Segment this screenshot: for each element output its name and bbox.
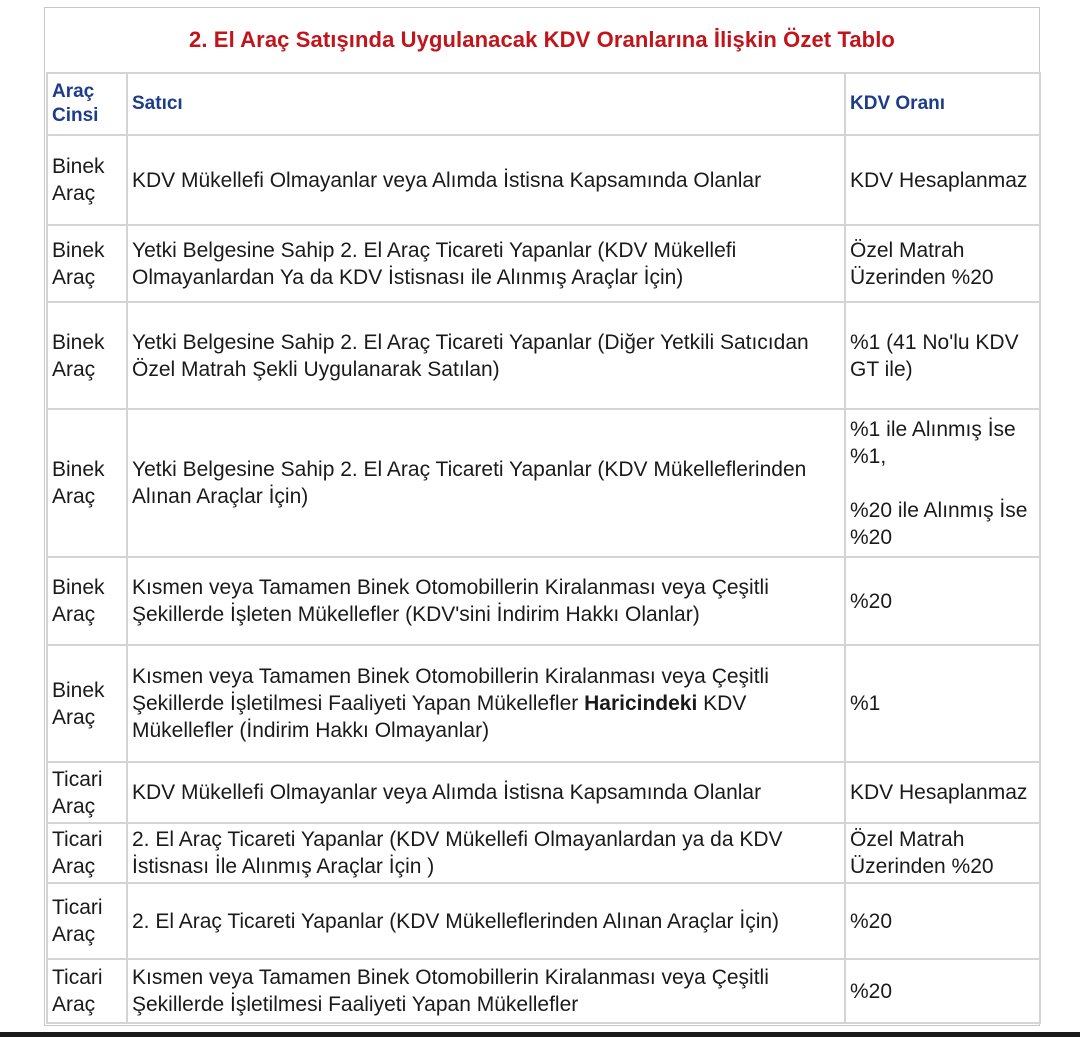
table-row [47, 645, 1040, 762]
seller-cell: Kısmen veya Tamamen Binek Otomobillerin Kiralanması veya Çeşitli Şekillerde İşletilmesi Faaliyeti Yapan Mükellefler [127, 959, 845, 1023]
table-row [47, 557, 1040, 645]
vehicle-type-cell: Binek Araç [47, 557, 127, 645]
table-row [47, 135, 1040, 225]
vehicle-type-cell: Ticari Araç [47, 762, 127, 823]
vat-rate-part-b: %20 ile Alınmış İse %20 [850, 498, 1028, 549]
vat-rate-cell: KDV Hesaplanmaz [845, 762, 1040, 823]
vat-rate-cell: KDV Hesaplanmaz [845, 135, 1040, 225]
header-vat-rate: KDV Oranı [845, 73, 1040, 135]
vat-rate-cell: %20 [845, 959, 1040, 1023]
vat-rate-cell: %20 [845, 557, 1040, 645]
vehicle-type-cell: Binek Araç [47, 135, 127, 225]
seller-cell: 2. El Araç Ticareti Yapanlar (KDV Mükellefi Olmayanlardan ya da KDV İstisnası İle Alınmış Araçlar İçin ) [127, 823, 845, 883]
vat-rate-cell: Özel Matrah Üzerinden %20 [845, 225, 1040, 302]
table-row [47, 409, 1040, 557]
bottom-border [0, 1032, 1080, 1037]
table-row [47, 302, 1040, 409]
vat-rate-cell: %1 (41 No'lu KDV GT ile) [845, 302, 1040, 409]
vehicle-type-cell: Ticari Araç [47, 883, 127, 959]
vehicle-type-cell: Ticari Araç [47, 959, 127, 1023]
vat-rate-cell [845, 409, 1040, 557]
vat-rate-cell: %20 [845, 883, 1040, 959]
table-row [47, 225, 1040, 302]
seller-cell: KDV Mükellefi Olmayanlar veya Alımda İstisna Kapsamında Olanlar [127, 762, 845, 823]
seller-cell: Yetki Belgesine Sahip 2. El Araç Ticareti Yapanlar (Diğer Yetkili Satıcıdan Özel Matrah Şekli Uygulanarak Satılan) [127, 302, 845, 409]
vehicle-type-cell: Binek Araç [47, 225, 127, 302]
seller-cell: KDV Mükellefi Olmayanlar veya Alımda İstisna Kapsamında Olanlar [127, 135, 845, 225]
table-title: 2. El Araç Satışında Uygulanacak KDV Oranlarına İlişkin Özet Tablo [189, 27, 895, 52]
table-row [47, 823, 1040, 883]
table-row [47, 762, 1040, 823]
vehicle-type-cell: Binek Araç [47, 409, 127, 557]
table-row [47, 883, 1040, 959]
seller-text: Kısmen veya Tamamen Binek Otomobillerin Kiralanması veya Çeşitli Şekillerde İşletilmesi Faaliyeti Yapan Mükellefler [132, 665, 769, 715]
header-seller: Satıcı [127, 73, 845, 135]
seller-cell: Yetki Belgesine Sahip 2. El Araç Ticareti Yapanlar (KDV Mükelleflerinden Alınan Araçlar İçin) [127, 409, 845, 557]
vat-rate-cell: Özel Matrah Üzerinden %20 [845, 823, 1040, 883]
vehicle-type-cell: Binek Araç [47, 302, 127, 409]
seller-cell: Yetki Belgesine Sahip 2. El Araç Ticareti Yapanlar (KDV Mükellefi Olmayanlardan Ya da KDV İstisnası ile Alınmış Araçlar İçin) [127, 225, 845, 302]
vat-rate-cell: %1 [845, 645, 1040, 762]
seller-text: KDV Mükellefler (İndirim Hakkı Olmayanlar) [132, 692, 747, 742]
vat-summary-table [46, 72, 1041, 1024]
seller-cell: 2. El Araç Ticareti Yapanlar (KDV Mükelleflerinden Alınan Araçlar İçin) [127, 883, 845, 959]
header-row [47, 73, 1040, 135]
vehicle-type-cell: Ticari Araç [47, 823, 127, 883]
header-vehicle-type: Araç Cinsi [47, 73, 127, 135]
seller-emphasis: Haricindeki [584, 692, 698, 715]
vehicle-type-cell: Binek Araç [47, 645, 127, 762]
seller-cell: Kısmen veya Tamamen Binek Otomobillerin Kiralanması veya Çeşitli Şekillerde İşleten Mükellefler (KDV'sini İndirim Hakkı Olanlar) [127, 557, 845, 645]
table-row [47, 959, 1040, 1023]
vat-rate-part-a: %1 ile Alınmış İse %1, [850, 417, 1016, 468]
seller-cell [127, 645, 845, 762]
